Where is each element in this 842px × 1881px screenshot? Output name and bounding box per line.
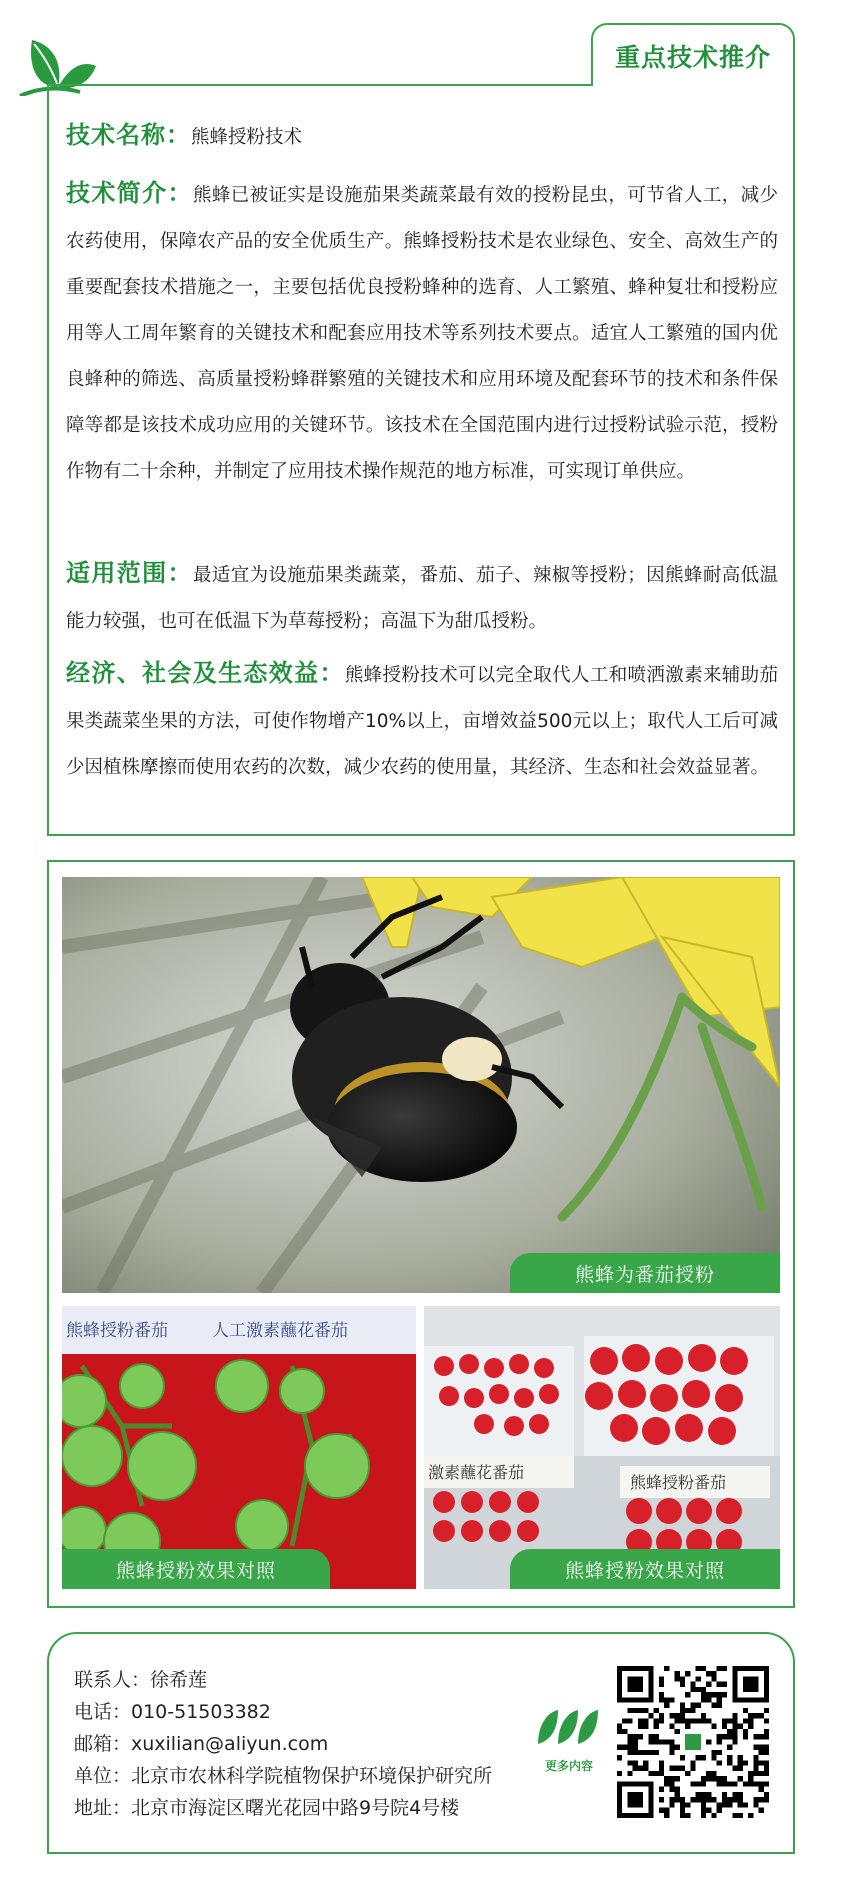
scope-label: 适用范围： bbox=[66, 559, 193, 587]
tech-intro-label: 技术简介： bbox=[66, 179, 193, 207]
contact-phone: 电话：010-51503382 bbox=[74, 1701, 271, 1723]
bumblebee-photo bbox=[62, 877, 780, 1293]
tech-name-label: 技术名称： bbox=[66, 121, 191, 149]
left-sign-1: 熊蜂授粉番茄 bbox=[66, 1321, 168, 1341]
benefit-paragraph bbox=[66, 650, 778, 791]
right-photo-caption: 熊蜂授粉效果对照 bbox=[510, 1549, 780, 1589]
qr-code[interactable] bbox=[617, 1666, 769, 1818]
left-sign-2: 人工激素蘸花番茄 bbox=[212, 1321, 348, 1341]
scope-text: 最适宜为设施茄果类蔬菜，番茄、茄子、辣椒等授粉；因熊蜂耐高低温能力较强，也可在低温下为草莓授粉；高温下为甜瓜授粉。 bbox=[66, 565, 778, 632]
right-sign-1: 激素蘸花番茄 bbox=[428, 1463, 525, 1482]
more-content-icon[interactable] bbox=[536, 1706, 602, 1750]
tomato-compare-photo-left bbox=[62, 1306, 416, 1589]
benefit-text: 熊蜂授粉技术可以完全取代人工和喷洒激素来辅助茄果类蔬菜坐果的方法，可使作物增产10%以上，亩增效益500元以上；取代人工后可减少因植株摩擦而使用农药的次数，减少农药的使用量，其经济、生态和社会效益显著。 bbox=[66, 665, 778, 778]
tech-intro-paragraph bbox=[66, 170, 778, 495]
tech-intro-text: 熊蜂已被证实是设施茄果类蔬菜最有效的授粉昆虫，可节省人工，减少农药使用，保障农产品的安全优质生产。熊蜂授粉技术是农业绿色、安全、高效生产的重要配套技术措施之一，主要包括优良授粉蜂种的选育、人工繁殖、蜂种复壮和授粉应用等人工周年繁育的关键技术和配套应用技术等系列技术要点。适宜人工繁殖的国内优良蜂种的筛选、高质量授粉蜂群繁殖的关键技术和应用环境及配套环节的技术和条件保障等都是该技术成功应用的关键环节。该技术在全国范围内进行过授粉试验示范，授粉作物有二十余种，并制定了应用技术操作规范的地方标准，可实现订单供应。 bbox=[66, 185, 778, 482]
scope-paragraph bbox=[66, 550, 778, 645]
contact-email: 邮箱：xuxilian@aliyun.com bbox=[74, 1733, 329, 1755]
contact-unit: 单位：北京市农林科学院植物保护环境保护研究所 bbox=[74, 1765, 493, 1787]
section-tab bbox=[591, 23, 795, 86]
contact-address: 地址：北京市海淀区曙光花园中路9号院4号楼 bbox=[74, 1797, 460, 1819]
right-sign-2: 熊蜂授粉番茄 bbox=[630, 1473, 727, 1492]
tech-name-value: 熊蜂授粉技术 bbox=[191, 127, 303, 148]
left-photo-caption: 熊蜂授粉效果对照 bbox=[62, 1549, 330, 1589]
contact-person: 联系人：徐希莲 bbox=[74, 1669, 208, 1691]
tomato-compare-photo-right bbox=[424, 1306, 780, 1589]
more-content-label[interactable]: 更多内容 bbox=[544, 1759, 593, 1773]
bee-photo-caption: 熊蜂为番茄授粉 bbox=[510, 1253, 780, 1293]
section-tab-title: 重点技术推介 bbox=[614, 42, 771, 72]
benefit-label: 经济、社会及生态效益： bbox=[66, 659, 345, 687]
tech-name-paragraph bbox=[66, 112, 778, 161]
